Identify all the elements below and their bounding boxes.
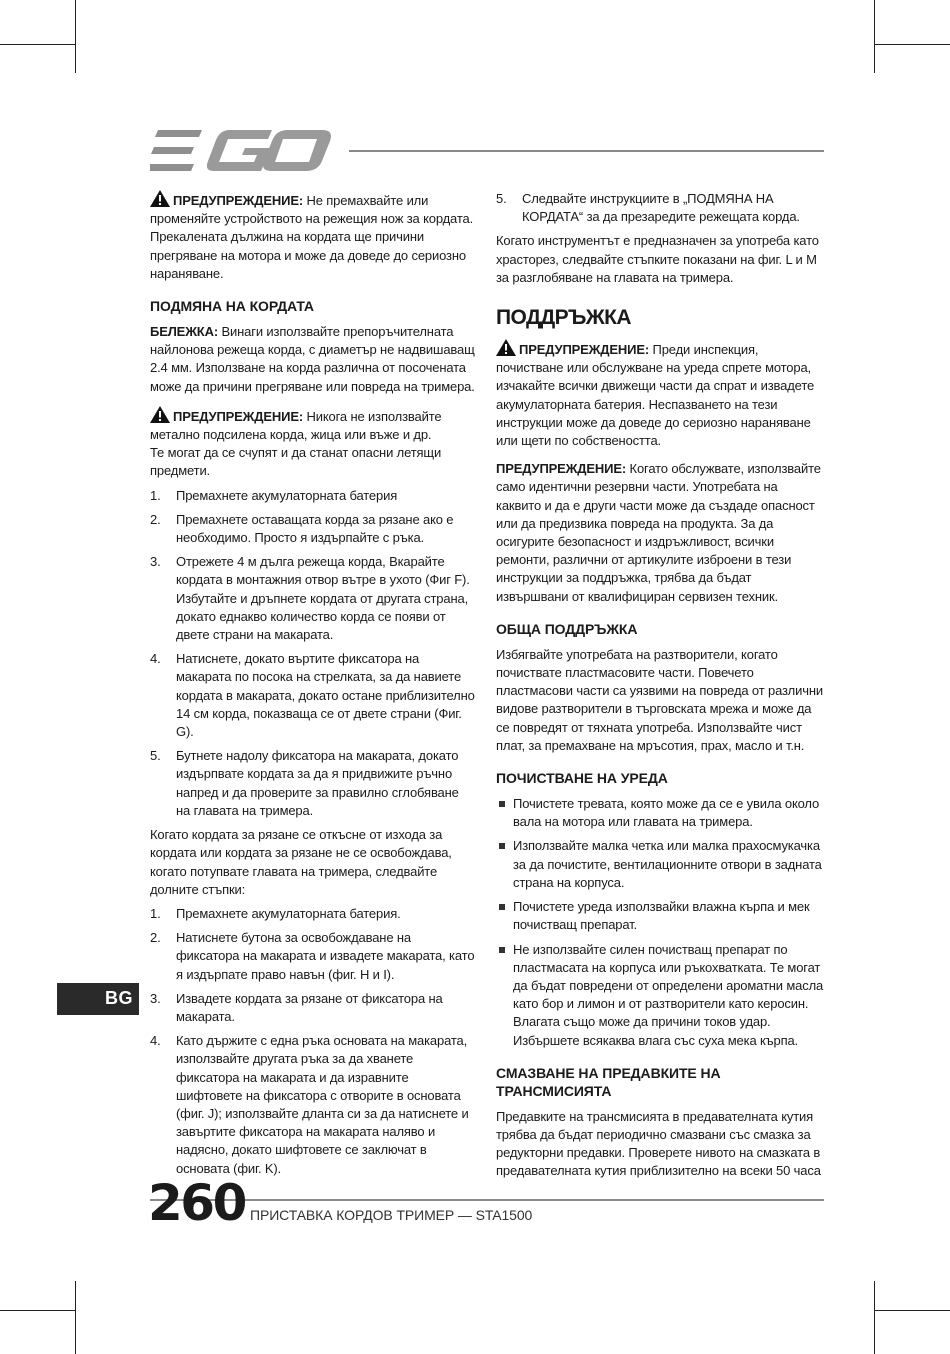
warning-icon (150, 406, 170, 423)
warning-text: Преди инспекция, почистване или обслужване на уреда спрете мотора, изчакайте всички движещи части да спрат и извадете акумулаторната батерия. Неспазването на тези инструкции може да доведе до сериозно нараняване или щети по собствеността. (496, 342, 815, 449)
crop-mark (75, 1281, 76, 1354)
bullet-icon (499, 801, 505, 807)
page-number: 260 (148, 1174, 245, 1232)
footer-rule (150, 1199, 824, 1201)
list-item: 4. Натиснете, докато въртите фиксатора на макарата по посока на стрелката, за да навиете кордата в макарата, докато остане приблизително 14 см корда, показваща се от двете страни (Фиг. G). (150, 651, 475, 740)
crop-mark (0, 44, 75, 45)
bullet-icon (499, 843, 505, 849)
paragraph: Предавките на трансмисията в предавателната кутия трябва да бъдат периодично смазвани със смазка за редукторни предавки. Проверете нивото на смазката в предавателната кутия приблизително на всеки 50 часа (496, 1108, 821, 1179)
bullet-icon (499, 947, 505, 953)
section-title: ПОЧИСТВАНЕ НА УРЕДА (496, 770, 668, 787)
warning-label: ПРЕДУПРЕЖДЕНИЕ: (173, 408, 304, 424)
list-item: 3. Отрежете 4 м дълга режеща корда, Вкарайте кордата в монтажния отвор вътре в ухото (Фиг F). Избутайте и дръпнете кордата от другата страна, докато еднакво количество корда се появи от двете страни на макарата. (150, 554, 470, 643)
paragraph: Избягвайте употребата на разтворители, когато почиствате пластмасовите части. Повечето пластмасови части са уязвими на повреда от различни видове разтворители в търговската мрежа и може да се повредят от тяхната употреба. Използвайте чист плат, за премахване на мръсотия, прах, масло и т.н. (496, 646, 823, 753)
crop-mark (75, 0, 76, 73)
crop-mark (0, 1310, 75, 1311)
note-block (150, 323, 476, 396)
warning-label: ПРЕДУПРЕЖДЕНИЕ: (519, 342, 650, 358)
section-title: ОБЩА ПОДДРЪЖКА (496, 620, 638, 637)
language-label: BG (105, 988, 133, 1008)
note-label: БЕЛЕЖКА: (150, 324, 219, 340)
bullet-list (496, 795, 824, 1050)
list-item: Използвайте малка четка или малка прахосмукачка за да почистите, вентилационните отвори в задната страна на корпуса. (496, 837, 824, 892)
list-item: 2. Премахнете оставащата корда за рязане ако е необходимо. Просто я издърпайте с ръка. (150, 511, 454, 546)
warning-icon (150, 190, 170, 207)
warning-block (496, 339, 824, 450)
warning-text: Когато обслужвате, използвайте само идентични резервни части. Употребата на каквито и да е други части може да създаде опасност или да предизвика повреда на продукта. За да осигурите безопасност и издръжливост, всички ремонти, различни от артикулите изброени в тези инструкции за поддръжка, трябва да бъдат извършвани от квалифициран сервизен техник. (496, 461, 821, 604)
list-item: 1. Премахнете акумулаторната батерия. (150, 905, 401, 921)
language-tab (57, 983, 139, 1015)
section-title: ПОДМЯНА НА КОРДАТА (150, 298, 314, 315)
warning-block (150, 406, 476, 481)
header-rule (349, 150, 824, 152)
list-item: Почистете уреда използвайки влажна кърпа и мек почистващ препарат. (496, 898, 824, 934)
paragraph: Когато кордата за рязане се откъсне от изхода за кордата или кордата за рязане не се освобождава, когато потупвате главата на тримера, следвайте долните стъпки: (150, 827, 452, 897)
steps-list (150, 905, 476, 1178)
warning-text: Не премахвайте или променяйте устройството на режещия нож за кордата. Прекалената дължина на кордата ще причини прегряване на мотора и може да доведе до сериозно нараняване. (150, 193, 474, 281)
list-item: 2. Натиснете бутона за освобождаване на фиксатора на макарата и извадете макарата, като я издърпате право навън (фиг. H и I). (150, 930, 475, 982)
warning-text-2: Те могат да се счупят и да станат опасни летящи предмети. (150, 445, 442, 479)
warning-text: Никога не използвайте метално подсилена корда, жица или въже и др. (150, 408, 442, 443)
warning-label: ПРЕДУПРЕЖДЕНИЕ: (496, 461, 627, 477)
warning-label: ПРЕДУПРЕЖДЕНИЕ: (173, 193, 304, 208)
list-item: Не използвайте силен почистващ препарат по пластмасата на корпуса или ръкохватката. Те могат да бъдат повредени от определени ароматни масла като бор и лимон и от разтворители като керосин. Влагата също може да причини токов удар. Избършете всякаква влага със суха мека кърпа. (496, 941, 824, 1050)
paragraph: Когато инструментът е предназначен за употреба като храсторез, следвайте стъпките показани на фиг. L и M за разглобяване на главата на тримера. (496, 233, 819, 285)
note-text: Винаги използвайте препоръчителната найлонова режеща корда, с диаметър не надвишаващ 2.4 мм. Използване на корда различна от посочената може да причини прегряване или повреда на тримера. (150, 324, 475, 394)
list-item: 5. Бутнете надолу фиксатора на макарата, докато издърпвате кордата за да я придвижите ръчно напред и да проверите за правилно сглобяване на главата на тримера. (150, 748, 459, 818)
list-item: Почистете тревата, която може да се е увила около вала на мотора или главата на тримера. (496, 795, 824, 831)
warning-block (496, 460, 824, 606)
crop-mark (874, 0, 875, 73)
main-title: ПОДДРЪЖКА (496, 306, 631, 330)
footer-title: ПРИСТАВКА КОРДОВ ТРИМЕР — STA1500 (250, 1207, 533, 1223)
list-item: 4. Като държите с една ръка основата на макарата, използвайте другата ръка за да хванете фиксатора на макарата и да изравните шифтовете на фиксатора с отворите в основата (фиг. J); използвайте дланта си за да натиснете и завъртите фиксатора на макарата наляво и надясно, докато шифтовете се заключат в основата (фиг. K). (150, 1033, 469, 1176)
crop-mark (875, 44, 950, 45)
list-item: 3. Извадете кордата за рязане от фиксатора на макарата. (150, 990, 443, 1024)
list-item: 5. Следвайте инструкциите в „ПОДМЯНА НА КОРДАТА“ за да презаредите режещата корда. (496, 191, 800, 225)
steps-list (496, 190, 824, 226)
right-column (496, 190, 824, 1187)
bullet-icon (499, 904, 505, 910)
steps-list (150, 487, 476, 820)
warning-icon (496, 339, 516, 356)
section-title: СМАЗВАНЕ НА ПРЕДАВКИТЕ НА ТРАНСМИСИЯТА (496, 1064, 721, 1099)
left-column (150, 190, 476, 1184)
crop-mark (875, 1310, 950, 1311)
list-item: 1. Премахнете акумулаторната батерия (150, 487, 398, 503)
ego-logo (150, 130, 332, 172)
warning-block (150, 190, 476, 283)
crop-mark (874, 1281, 875, 1354)
